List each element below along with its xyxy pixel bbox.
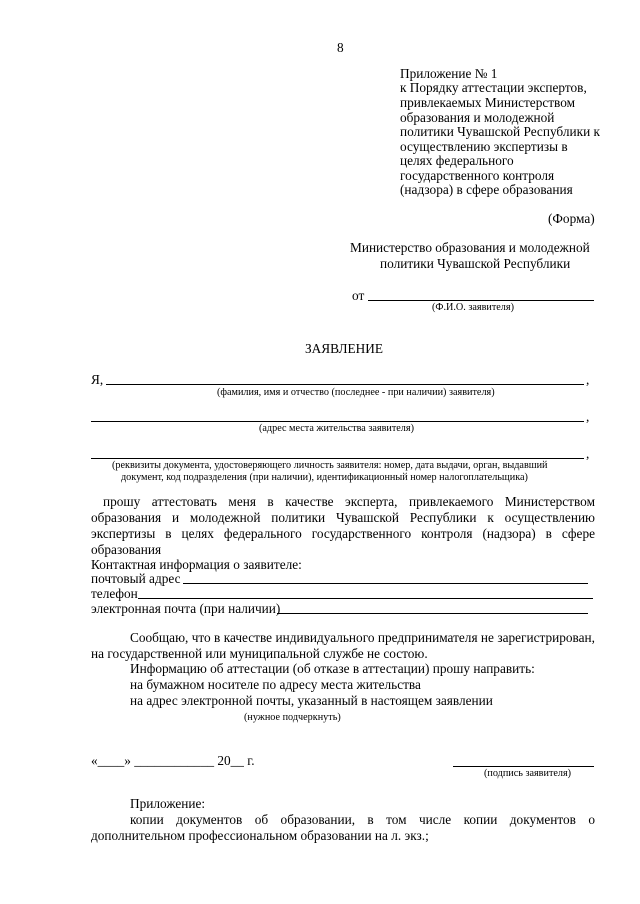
attachment-line: копии документов об образовании, в том числе копии документов о <box>130 812 595 827</box>
appendix-line: целях федерального <box>400 153 514 168</box>
request-line: экспертизы в целях федерального государственного контроля (надзора) в сфере <box>91 526 595 541</box>
delivery-option-email[interactable]: на адрес электронной почты, указанный в настоящем заявлении <box>130 693 493 708</box>
id-document-field-line[interactable] <box>91 458 584 459</box>
from-name-field-line[interactable] <box>368 300 594 301</box>
name-caption: (фамилия, имя и отчество (последнее - при наличии) заявителя) <box>217 387 495 398</box>
recipient-line: политики Чувашской Республики <box>380 256 571 271</box>
id-caption: документ, код подразделения (при наличии), идентификационный номер налогоплательщика) <box>121 472 528 483</box>
appendix-line: политики Чувашской Республики к <box>400 124 600 139</box>
id-comma: , <box>586 446 590 461</box>
from-caption: (Ф.И.О. заявителя) <box>432 302 514 313</box>
email-label: электронная почта (при наличии) <box>91 601 281 616</box>
request-line: образования <box>91 542 162 557</box>
address-comma: , <box>586 409 590 424</box>
applicant-prefix: Я, <box>91 372 104 387</box>
from-label: от <box>352 288 365 303</box>
id-caption: (реквизиты документа, удостоверяющего личность заявителя: номер, дата выдачи, орган, выдавший <box>112 460 548 471</box>
applicant-name-field-line[interactable] <box>106 384 584 385</box>
phone-label: телефон <box>91 586 138 601</box>
request-line: образования и молодежной политики Чувашской Республики к осуществлению <box>91 510 595 525</box>
appendix-line: к Порядку аттестации экспертов, <box>400 80 587 95</box>
appendix-line: образования и молодежной <box>400 110 555 125</box>
appendix-line: Приложение № 1 <box>400 66 498 81</box>
appendix-line: государственного контроля <box>400 168 555 183</box>
postal-field-line[interactable] <box>183 583 588 584</box>
underline-note: (нужное подчеркнуть) <box>244 712 341 723</box>
phone-field-line[interactable] <box>138 598 593 599</box>
statement-line: на государственной или муниципальной службе не состою. <box>91 646 428 661</box>
form-label: (Форма) <box>548 211 595 226</box>
applicant-comma: , <box>586 372 590 387</box>
attachment-line: дополнительном профессиональном образовании на л. экз.; <box>91 828 429 843</box>
appendix-line: осуществлению экспертизы в <box>400 139 568 154</box>
email-field-line[interactable] <box>277 613 588 614</box>
request-line: прошу аттестовать меня в качестве эксперта, привлекаемого Министерством <box>103 494 595 509</box>
contacts-heading: Контактная информация о заявителе: <box>91 557 302 572</box>
delivery-option-paper[interactable]: на бумажном носителе по адресу места жительства <box>130 677 421 692</box>
date-field[interactable]: «____» ____________ 20__ г. <box>91 753 255 768</box>
document-title: ЗАЯВЛЕНИЕ <box>305 341 383 356</box>
statement-line: Информацию об аттестации (об отказе в аттестации) прошу направить: <box>130 661 535 676</box>
attachment-heading: Приложение: <box>130 796 206 811</box>
address-field-line[interactable] <box>91 421 584 422</box>
signature-field-line[interactable] <box>453 766 594 767</box>
appendix-line: (надзора) в сфере образования <box>400 182 573 197</box>
signature-caption: (подпись заявителя) <box>484 768 572 779</box>
postal-label: почтовый адрес <box>91 571 181 586</box>
appendix-line: привлекаемых Министерством <box>400 95 576 110</box>
address-caption: (адрес места жительства заявителя) <box>259 423 414 434</box>
recipient-line: Министерство образования и молодежной <box>350 240 590 255</box>
page-number: 8 <box>337 40 344 55</box>
statement-line: Сообщаю, что в качестве индивидуального предпринимателя не зарегистрирован, <box>130 630 595 645</box>
